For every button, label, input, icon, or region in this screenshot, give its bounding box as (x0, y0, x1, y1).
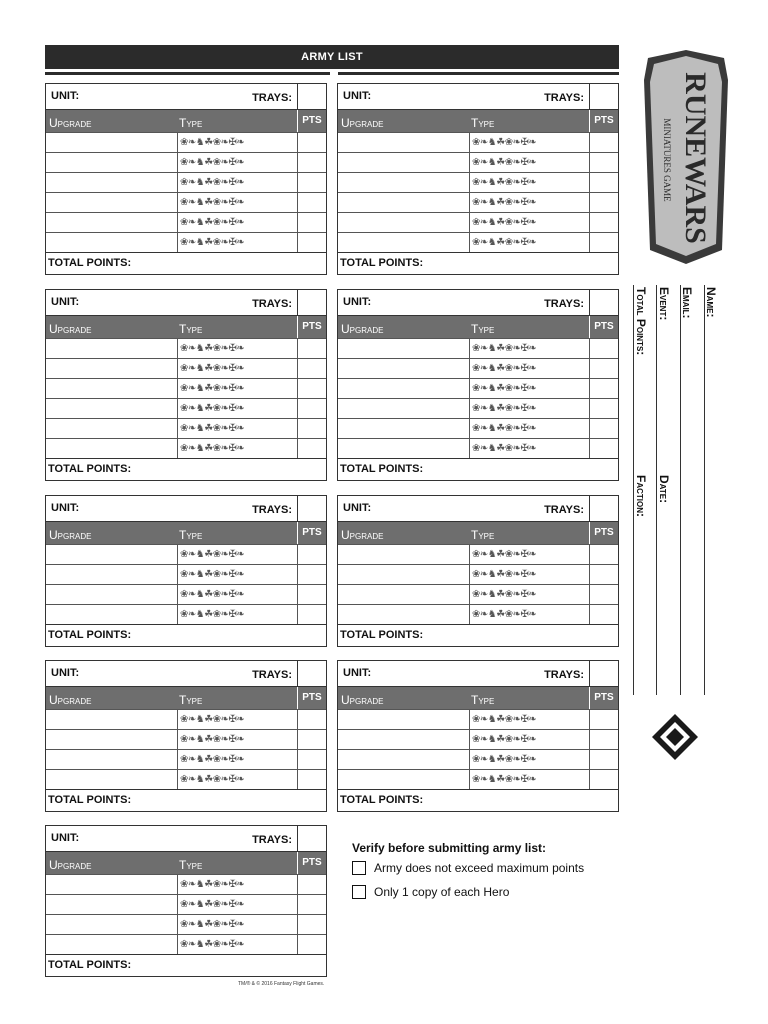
pts-input[interactable] (298, 585, 326, 604)
upgrade-column-label: Upgrade (49, 528, 92, 542)
upgrade-type-icons[interactable]: ❀❧♞☘❀❧✠❧ (178, 419, 298, 438)
pts-input[interactable] (298, 133, 326, 152)
upgrade-type-icons[interactable]: ❀❧♞☘❀❧✠❧ (178, 875, 298, 894)
upgrade-input[interactable] (338, 233, 470, 252)
trays-input[interactable] (589, 661, 618, 686)
pts-input[interactable] (298, 213, 326, 232)
pts-input[interactable] (298, 935, 326, 954)
upgrade-input[interactable] (338, 585, 470, 604)
upgrade-row (46, 894, 326, 914)
upgrade-row (338, 132, 618, 152)
pts-column-label: PTS (297, 687, 326, 709)
pts-input[interactable] (298, 605, 326, 624)
upgrade-row (46, 438, 326, 458)
unit-header (338, 496, 618, 522)
total-points-label: TOTAL POINTS: (340, 463, 424, 475)
upgrade-type-icons[interactable]: ❀❧♞☘❀❧✠❧ (178, 770, 298, 789)
upgrade-type-icons[interactable]: ❀❧♞☘❀❧✠❧ (470, 233, 590, 252)
upgrade-type-icons[interactable]: ❀❧♞☘❀❧✠❧ (470, 359, 590, 378)
upgrade-row (46, 192, 326, 212)
unit-label: UNIT: (51, 667, 80, 679)
upgrade-type-icons[interactable]: ❀❧♞☘❀❧✠❧ (470, 133, 590, 152)
total-points-label: TOTAL POINTS: (48, 629, 132, 641)
pts-input[interactable] (298, 173, 326, 192)
pts-input[interactable] (298, 193, 326, 212)
upgrade-input[interactable] (338, 605, 470, 624)
pts-column-label: PTS (589, 687, 618, 709)
pts-input[interactable] (298, 770, 326, 789)
column-header (338, 316, 618, 338)
type-column-label: Type (179, 858, 203, 872)
upgrade-row (338, 544, 618, 564)
type-column-label: Type (471, 116, 495, 130)
column-header (46, 852, 326, 874)
upgrade-type-icons[interactable]: ❀❧♞☘❀❧✠❧ (470, 770, 590, 789)
logo-brand-text: RUNEWARS (679, 72, 712, 244)
unit-label: UNIT: (343, 502, 372, 514)
unit-header (46, 496, 326, 522)
column-header (46, 316, 326, 338)
upgrade-type-icons[interactable]: ❀❧♞☘❀❧✠❧ (470, 419, 590, 438)
upgrade-input[interactable] (338, 359, 470, 378)
pts-input[interactable] (298, 399, 326, 418)
unit-label: UNIT: (343, 296, 372, 308)
upgrade-input[interactable] (46, 915, 178, 934)
upgrade-column-label: Upgrade (341, 116, 384, 130)
upgrade-type-icons[interactable]: ❀❧♞☘❀❧✠❧ (470, 193, 590, 212)
type-column-label: Type (179, 693, 203, 707)
upgrade-input[interactable] (46, 399, 178, 418)
player-info-form (632, 285, 718, 695)
upgrade-type-icons[interactable]: ❀❧♞☘❀❧✠❧ (178, 399, 298, 418)
trays-input[interactable] (297, 84, 326, 109)
faction-label: Faction: (634, 475, 648, 517)
type-column-label: Type (471, 322, 495, 336)
upgrade-input[interactable] (46, 770, 178, 789)
pts-input[interactable] (298, 379, 326, 398)
upgrade-row (338, 418, 618, 438)
upgrade-input[interactable] (46, 339, 178, 358)
trays-input[interactable] (297, 661, 326, 686)
pts-column-label: PTS (297, 316, 326, 338)
pts-column-label: PTS (297, 110, 326, 132)
upgrade-row (46, 232, 326, 252)
upgrade-row (46, 874, 326, 894)
total-points-label: TOTAL POINTS: (340, 629, 424, 641)
upgrade-row (46, 914, 326, 934)
upgrade-type-icons[interactable]: ❀❧♞☘❀❧✠❧ (178, 605, 298, 624)
upgrade-type-icons[interactable]: ❀❧♞☘❀❧✠❧ (178, 935, 298, 954)
upgrade-row (338, 212, 618, 232)
pts-input[interactable] (590, 730, 618, 749)
total-points-label: TOTAL POINTS: (340, 257, 424, 269)
email-label: Email: (680, 287, 694, 319)
pts-input[interactable] (590, 750, 618, 769)
verify-checklist (352, 841, 585, 903)
upgrade-row (46, 378, 326, 398)
verify-item-label: Army does not exceed maximum points (374, 861, 585, 875)
upgrade-type-icons[interactable]: ❀❧♞☘❀❧✠❧ (178, 379, 298, 398)
upgrade-row (338, 192, 618, 212)
upgrade-type-icons[interactable]: ❀❧♞☘❀❧✠❧ (470, 399, 590, 418)
pts-column-label: PTS (297, 522, 326, 544)
checkbox[interactable] (352, 861, 366, 875)
pts-input[interactable] (590, 233, 618, 252)
upgrade-input[interactable] (46, 935, 178, 954)
upgrade-column-label: Upgrade (341, 528, 384, 542)
upgrade-column-label: Upgrade (49, 116, 92, 130)
upgrade-type-icons[interactable]: ❀❧♞☘❀❧✠❧ (178, 750, 298, 769)
upgrade-row (46, 729, 326, 749)
event-label: Event: (657, 287, 671, 321)
upgrade-row (46, 769, 326, 789)
upgrade-input[interactable] (338, 133, 470, 152)
upgrade-type-icons[interactable]: ❀❧♞☘❀❧✠❧ (178, 565, 298, 584)
unit-table (337, 83, 619, 275)
upgrade-input[interactable] (46, 605, 178, 624)
upgrade-type-icons[interactable]: ❀❧♞☘❀❧✠❧ (470, 545, 590, 564)
upgrade-row (46, 172, 326, 192)
upgrade-input[interactable] (46, 379, 178, 398)
upgrade-input[interactable] (338, 193, 470, 212)
unit-label: UNIT: (343, 90, 372, 102)
trays-input[interactable] (589, 290, 618, 315)
upgrade-column-label: Upgrade (341, 693, 384, 707)
upgrade-row (338, 709, 618, 729)
unit-label: UNIT: (51, 90, 80, 102)
upgrade-input[interactable] (338, 730, 470, 749)
upgrade-row (338, 749, 618, 769)
upgrade-input[interactable] (46, 730, 178, 749)
upgrade-input[interactable] (46, 213, 178, 232)
upgrade-type-icons[interactable]: ❀❧♞☘❀❧✠❧ (178, 915, 298, 934)
total-points-row (338, 624, 618, 646)
unit-header (338, 661, 618, 687)
upgrade-type-icons[interactable]: ❀❧♞☘❀❧✠❧ (178, 585, 298, 604)
pts-input[interactable] (590, 585, 618, 604)
upgrade-row (338, 358, 618, 378)
upgrade-column-label: Upgrade (49, 693, 92, 707)
upgrade-type-icons[interactable]: ❀❧♞☘❀❧✠❧ (178, 895, 298, 914)
upgrade-type-icons[interactable]: ❀❧♞☘❀❧✠❧ (178, 730, 298, 749)
total-points-row (46, 458, 326, 480)
unit-header (338, 84, 618, 110)
upgrade-row (46, 212, 326, 232)
pts-input[interactable] (590, 133, 618, 152)
unit-table (337, 495, 619, 647)
upgrade-input[interactable] (46, 565, 178, 584)
pts-input[interactable] (298, 439, 326, 458)
trays-input[interactable] (589, 84, 618, 109)
trays-input[interactable] (297, 826, 326, 851)
pts-input[interactable] (298, 875, 326, 894)
upgrade-row (46, 358, 326, 378)
upgrade-row (338, 398, 618, 418)
unit-table (337, 660, 619, 812)
unit-table (45, 495, 327, 647)
trays-input[interactable] (297, 290, 326, 315)
unit-table (337, 289, 619, 481)
trays-label: TRAYS: (252, 834, 292, 846)
verify-item-label: Only 1 copy of each Hero (374, 885, 510, 899)
upgrade-type-icons[interactable]: ❀❧♞☘❀❧✠❧ (178, 339, 298, 358)
total-points-row (338, 789, 618, 811)
upgrade-row (338, 232, 618, 252)
unit-header (46, 290, 326, 316)
pts-column-label: PTS (589, 522, 618, 544)
unit-label: UNIT: (51, 832, 80, 844)
pts-input[interactable] (590, 439, 618, 458)
type-column-label: Type (179, 322, 203, 336)
pts-input[interactable] (298, 895, 326, 914)
type-column-label: Type (471, 693, 495, 707)
pts-input[interactable] (590, 710, 618, 729)
unit-table (45, 660, 327, 812)
upgrade-type-icons[interactable]: ❀❧♞☘❀❧✠❧ (470, 605, 590, 624)
upgrade-input[interactable] (46, 750, 178, 769)
upgrade-column-label: Upgrade (49, 858, 92, 872)
pts-input[interactable] (298, 233, 326, 252)
type-column-label: Type (471, 528, 495, 542)
pts-input[interactable] (590, 213, 618, 232)
unit-label: UNIT: (51, 296, 80, 308)
pts-input[interactable] (590, 193, 618, 212)
total-points-label: Total Points: (634, 287, 648, 356)
upgrade-input[interactable] (338, 419, 470, 438)
upgrade-type-icons[interactable]: ❀❧♞☘❀❧✠❧ (470, 710, 590, 729)
upgrade-input[interactable] (46, 545, 178, 564)
upgrade-type-icons[interactable]: ❀❧♞☘❀❧✠❧ (178, 439, 298, 458)
pts-input[interactable] (590, 565, 618, 584)
upgrade-row (46, 584, 326, 604)
trays-label: TRAYS: (252, 92, 292, 104)
upgrade-row (338, 564, 618, 584)
upgrade-row (46, 132, 326, 152)
total-points-row (46, 624, 326, 646)
pts-input[interactable] (298, 359, 326, 378)
trays-label: TRAYS: (544, 92, 584, 104)
upgrade-type-icons[interactable]: ❀❧♞☘❀❧✠❧ (178, 233, 298, 252)
trays-label: TRAYS: (252, 669, 292, 681)
unit-header (46, 661, 326, 687)
upgrade-row (338, 769, 618, 789)
unit-table (45, 83, 327, 275)
upgrade-type-icons[interactable]: ❀❧♞☘❀❧✠❧ (470, 213, 590, 232)
upgrade-input[interactable] (338, 339, 470, 358)
upgrade-row (46, 934, 326, 954)
pts-input[interactable] (298, 545, 326, 564)
upgrade-row (46, 152, 326, 172)
pts-input[interactable] (298, 565, 326, 584)
upgrade-row (338, 172, 618, 192)
pts-input[interactable] (298, 750, 326, 769)
trays-label: TRAYS: (252, 504, 292, 516)
ffg-logo (650, 712, 700, 762)
upgrade-row (46, 338, 326, 358)
upgrade-type-icons[interactable]: ❀❧♞☘❀❧✠❧ (470, 339, 590, 358)
total-points-row (46, 252, 326, 274)
type-column-label: Type (179, 528, 203, 542)
pts-input[interactable] (298, 419, 326, 438)
date-label: Date: (657, 475, 671, 504)
upgrade-row (338, 604, 618, 624)
upgrade-input[interactable] (46, 193, 178, 212)
upgrade-type-icons[interactable]: ❀❧♞☘❀❧✠❧ (178, 173, 298, 192)
trays-input[interactable] (589, 496, 618, 521)
upgrade-type-icons[interactable]: ❀❧♞☘❀❧✠❧ (178, 213, 298, 232)
verify-item (352, 883, 546, 903)
checkbox[interactable] (352, 885, 366, 899)
unit-label: UNIT: (51, 502, 80, 514)
upgrade-input[interactable] (46, 173, 178, 192)
unit-table (45, 825, 327, 977)
total-points-label: TOTAL POINTS: (48, 257, 132, 269)
upgrade-type-icons[interactable]: ❀❧♞☘❀❧✠❧ (470, 379, 590, 398)
trays-label: TRAYS: (544, 504, 584, 516)
upgrade-row (338, 378, 618, 398)
upgrade-input[interactable] (338, 213, 470, 232)
pts-input[interactable] (590, 173, 618, 192)
total-points-row (338, 252, 618, 274)
column-header (338, 110, 618, 132)
total-points-label: TOTAL POINTS: (48, 463, 132, 475)
upgrade-row (46, 544, 326, 564)
upgrade-input[interactable] (338, 439, 470, 458)
upgrade-input[interactable] (338, 399, 470, 418)
total-points-label: TOTAL POINTS: (340, 794, 424, 806)
pts-column-label: PTS (589, 110, 618, 132)
upgrade-input[interactable] (338, 379, 470, 398)
upgrade-row (338, 729, 618, 749)
runewars-logo (642, 50, 730, 266)
upgrade-type-icons[interactable]: ❀❧♞☘❀❧✠❧ (470, 153, 590, 172)
upgrade-input[interactable] (46, 153, 178, 172)
pts-input[interactable] (298, 730, 326, 749)
upgrade-row (338, 584, 618, 604)
upgrade-input[interactable] (338, 750, 470, 769)
upgrade-row (46, 418, 326, 438)
column-header (46, 522, 326, 544)
logo-subtitle-text: MINIATURES GAME (662, 118, 672, 202)
upgrade-type-icons[interactable]: ❀❧♞☘❀❧✠❧ (470, 565, 590, 584)
upgrade-type-icons[interactable]: ❀❧♞☘❀❧✠❧ (470, 439, 590, 458)
upgrade-type-icons[interactable]: ❀❧♞☘❀❧✠❧ (470, 585, 590, 604)
upgrade-input[interactable] (46, 710, 178, 729)
upgrade-input[interactable] (46, 875, 178, 894)
verify-title: Verify before submitting army list: (352, 841, 547, 855)
upgrade-input[interactable] (46, 895, 178, 914)
pts-input[interactable] (590, 419, 618, 438)
column-header (338, 687, 618, 709)
upgrade-input[interactable] (46, 233, 178, 252)
upgrade-input[interactable] (46, 439, 178, 458)
pts-input[interactable] (590, 153, 618, 172)
pts-input[interactable] (590, 339, 618, 358)
name-label: Name: (704, 287, 718, 318)
unit-label: UNIT: (343, 667, 372, 679)
trays-label: TRAYS: (544, 298, 584, 310)
upgrade-input[interactable] (46, 133, 178, 152)
pts-input[interactable] (590, 379, 618, 398)
header-rule-split (330, 72, 338, 75)
trays-label: TRAYS: (252, 298, 292, 310)
upgrade-type-icons[interactable]: ❀❧♞☘❀❧✠❧ (178, 710, 298, 729)
pts-column-label: PTS (297, 852, 326, 874)
pts-input[interactable] (590, 545, 618, 564)
pts-input[interactable] (590, 770, 618, 789)
upgrade-type-icons[interactable]: ❀❧♞☘❀❧✠❧ (178, 359, 298, 378)
pts-input[interactable] (590, 605, 618, 624)
copyright-text: TM/® & © 2016 Fantasy Flight Games. (238, 981, 325, 987)
upgrade-row (46, 749, 326, 769)
total-points-label: TOTAL POINTS: (48, 794, 132, 806)
upgrade-input[interactable] (338, 770, 470, 789)
upgrade-input[interactable] (338, 565, 470, 584)
trays-input[interactable] (297, 496, 326, 521)
total-points-row (338, 458, 618, 480)
upgrade-type-icons[interactable]: ❀❧♞☘❀❧✠❧ (178, 153, 298, 172)
upgrade-input[interactable] (46, 585, 178, 604)
upgrade-column-label: Upgrade (49, 322, 92, 336)
upgrade-type-icons[interactable]: ❀❧♞☘❀❧✠❧ (470, 730, 590, 749)
upgrade-type-icons[interactable]: ❀❧♞☘❀❧✠❧ (178, 545, 298, 564)
column-header (46, 687, 326, 709)
upgrade-row (46, 709, 326, 729)
upgrade-type-icons[interactable]: ❀❧♞☘❀❧✠❧ (470, 173, 590, 192)
upgrade-input[interactable] (338, 545, 470, 564)
pts-column-label: PTS (589, 316, 618, 338)
upgrade-type-icons[interactable]: ❀❧♞☘❀❧✠❧ (178, 193, 298, 212)
unit-table (45, 289, 327, 481)
upgrade-input[interactable] (46, 359, 178, 378)
trays-label: TRAYS: (544, 669, 584, 681)
upgrade-row (338, 152, 618, 172)
upgrade-type-icons[interactable]: ❀❧♞☘❀❧✠❧ (178, 133, 298, 152)
pts-input[interactable] (298, 710, 326, 729)
upgrade-column-label: Upgrade (341, 322, 384, 336)
upgrade-row (338, 338, 618, 358)
army-list-title: ARMY LIST (45, 45, 619, 69)
pts-input[interactable] (298, 339, 326, 358)
type-column-label: Type (179, 116, 203, 130)
upgrade-input[interactable] (338, 153, 470, 172)
upgrade-input[interactable] (338, 710, 470, 729)
upgrade-input[interactable] (338, 173, 470, 192)
upgrade-input[interactable] (46, 419, 178, 438)
verify-item (352, 859, 585, 879)
column-header (338, 522, 618, 544)
upgrade-row (46, 564, 326, 584)
column-header (46, 110, 326, 132)
pts-input[interactable] (298, 915, 326, 934)
unit-header (338, 290, 618, 316)
total-points-label: TOTAL POINTS: (48, 959, 132, 971)
unit-header (46, 84, 326, 110)
unit-header (46, 826, 326, 852)
upgrade-row (46, 398, 326, 418)
upgrade-type-icons[interactable]: ❀❧♞☘❀❧✠❧ (470, 750, 590, 769)
total-points-row (46, 789, 326, 811)
pts-input[interactable] (590, 359, 618, 378)
upgrade-row (46, 604, 326, 624)
upgrade-row (338, 438, 618, 458)
total-points-row (46, 954, 326, 976)
pts-input[interactable] (298, 153, 326, 172)
pts-input[interactable] (590, 399, 618, 418)
